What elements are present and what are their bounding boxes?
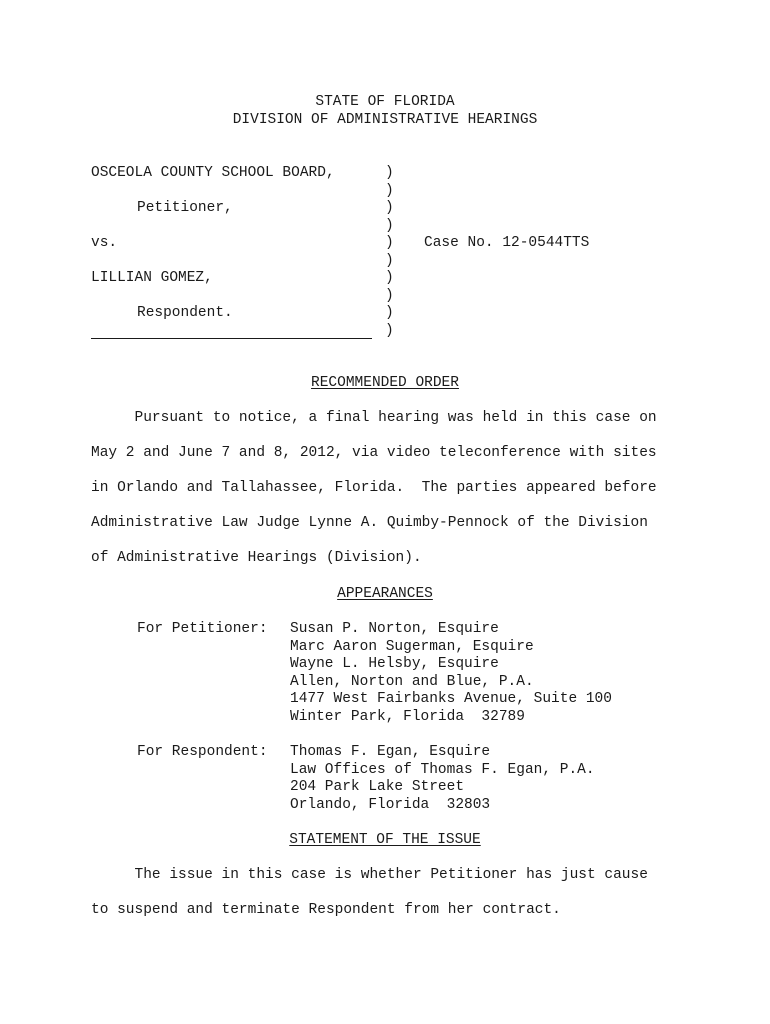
respondent-name: LILLIAN GOMEZ, bbox=[91, 270, 213, 286]
intro-line: in Orlando and Tallahassee, Florida. The parties appeared before bbox=[91, 480, 657, 496]
appearances-title: APPEARANCES bbox=[337, 586, 433, 602]
petitioner-role: Petitioner, bbox=[137, 200, 233, 216]
caption-paren: ) bbox=[385, 252, 394, 269]
caption-paren: ) bbox=[385, 287, 394, 304]
petitioner-counsel-line: Winter Park, Florida 32789 bbox=[290, 708, 525, 725]
petitioner-counsel-label: For Petitioner: bbox=[137, 621, 268, 637]
petitioner-counsel-line: Wayne L. Helsby, Esquire bbox=[290, 656, 499, 672]
intro-line: Pursuant to notice, a final hearing was held in this case on bbox=[91, 410, 657, 426]
respondent-counsel-line: 204 Park Lake Street bbox=[290, 779, 465, 795]
respondent-counsel-line: Thomas F. Egan, Esquire bbox=[290, 744, 491, 760]
versus-label: vs. bbox=[91, 235, 118, 251]
respondent-counsel-label: For Respondent: bbox=[137, 744, 268, 760]
caption-paren: ) bbox=[385, 217, 394, 234]
issue-title: STATEMENT OF THE ISSUE bbox=[289, 832, 481, 848]
respondent-counsel-line: Orlando, Florida 32803 bbox=[290, 796, 491, 813]
intro-line: of Administrative Hearings (Division). bbox=[91, 550, 422, 566]
caption-paren: ) bbox=[385, 322, 394, 339]
caption-rule bbox=[91, 338, 372, 339]
petitioner-counsel-line: Marc Aaron Sugerman, Esquire bbox=[290, 638, 534, 655]
order-title: RECOMMENDED ORDER bbox=[311, 375, 459, 391]
case-number: Case No. 12-0544TTS bbox=[424, 235, 590, 251]
respondent-counsel-line: Law Offices of Thomas F. Egan, P.A. bbox=[290, 761, 595, 778]
caption-paren: ) bbox=[385, 165, 394, 181]
intro-line: May 2 and June 7 and 8, 2012, via video teleconference with sites bbox=[91, 445, 657, 461]
issue-line: The issue in this case is whether Petitioner has just cause bbox=[91, 867, 648, 883]
petitioner-counsel-line: 1477 West Fairbanks Avenue, Suite 100 bbox=[290, 691, 612, 707]
caption-paren: ) bbox=[385, 235, 394, 251]
petitioner-counsel-line: Allen, Norton and Blue, P.A. bbox=[290, 673, 534, 690]
caption-paren: ) bbox=[385, 182, 394, 199]
issue-line: to suspend and terminate Respondent from her contract. bbox=[91, 902, 561, 918]
caption-paren: ) bbox=[385, 270, 394, 286]
petitioner-counsel-line: Susan P. Norton, Esquire bbox=[290, 621, 499, 637]
heading-division: DIVISION OF ADMINISTRATIVE HEARINGS bbox=[232, 112, 538, 128]
respondent-role: Respondent. bbox=[137, 305, 233, 321]
heading-state: STATE OF FLORIDA bbox=[315, 94, 455, 110]
caption-paren: ) bbox=[385, 200, 394, 216]
petitioner-name: OSCEOLA COUNTY SCHOOL BOARD, bbox=[91, 165, 335, 181]
intro-line: Administrative Law Judge Lynne A. Quimby-Pennock of the Division bbox=[91, 515, 648, 531]
caption-paren: ) bbox=[385, 305, 394, 321]
